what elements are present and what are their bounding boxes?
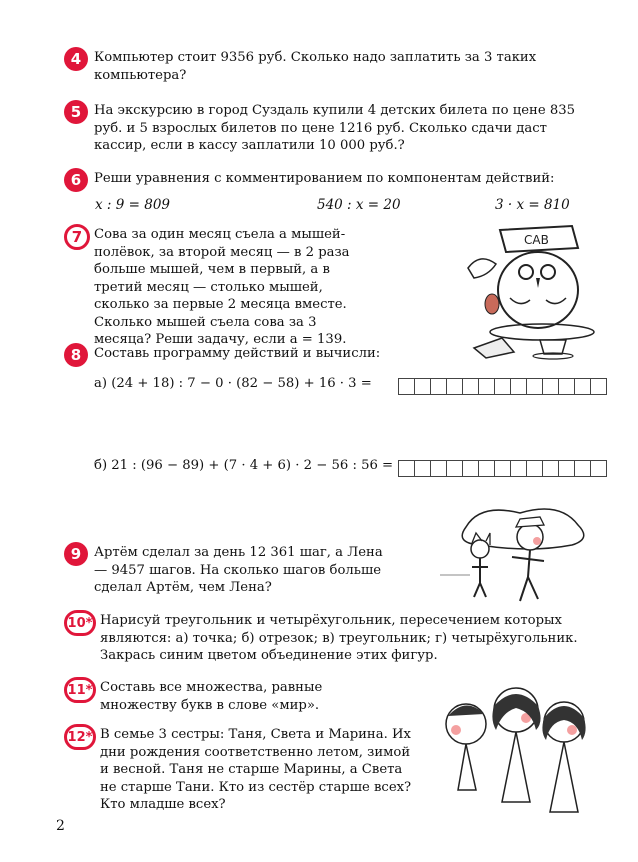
task-number-badge: 12*: [64, 724, 96, 750]
task-number-badge: 4: [64, 47, 88, 71]
task-text: Составь все множества, равные множеству букв в слове «мир».: [100, 680, 323, 713]
svg-text:САВ: САВ: [524, 233, 549, 247]
equation-3: 3 · x = 810: [495, 197, 570, 213]
task-number-badge: 5: [64, 100, 88, 124]
task-text: Компьютер стоит 9356 руб. Сколько надо заплатить за 3 таких компьютера?: [94, 50, 537, 83]
task-number-badge: 6: [64, 168, 88, 192]
task-text: Артём сделал за день 12 361 шаг, а Лена — 9457 шагов. На сколько шагов больше сделал Артём, чем Лена?: [94, 545, 383, 595]
task-number-badge: 9: [64, 542, 88, 566]
task-number-badge: 11*: [64, 677, 96, 703]
expression-a: а) (24 + 18) : 7 − 0 · (82 − 58) + 16 · 3 =: [94, 376, 372, 391]
task-number-badge: 10*: [64, 610, 96, 636]
children-walking-illustration: [440, 505, 590, 605]
book-and-cup-icon: [470, 330, 580, 360]
task-number-badge: 8: [64, 343, 88, 367]
answer-grid-a[interactable]: [399, 378, 607, 395]
equation-2: 540 : x = 20: [317, 197, 401, 213]
task-text: Нарисуй треугольник и четырёхугольник, пересечением которых являются: а) точка; б) отрезок; в) треугольник; г) четырёхугольник. Закрась синим цветом объединение этих фигур.: [100, 613, 578, 663]
page-number: 2: [56, 818, 65, 834]
task-text: В семье 3 сестры: Таня, Света и Марина. Их дни рождения соответственно летом, зимой и весной. Таня не старше Марины, а Света не старше Тани. Кто из сестёр старше всех? Кто младше всех?: [100, 727, 412, 812]
expression-b: б) 21 : (96 − 89) + (7 · 4 + 6) · 2 − 56 : 56 =: [94, 458, 394, 473]
equation-1: x : 9 = 809: [95, 197, 170, 213]
task-number-badge: 7: [64, 224, 90, 250]
three-sisters-illustration: [432, 682, 592, 822]
answer-grid-b[interactable]: [399, 460, 607, 477]
task-text: Реши уравнения с комментированием по компонентам действий:: [94, 171, 555, 186]
task-text: Сова за один месяц съела a мышей-полёвок, за второй месяц — в 2 раза больше мышей, чем в первый, а в третий месяц — столько мышей, сколько за первые 2 месяца вместе. Сколько мышей съела сова за 3 месяца? Реши задачу, если a = 139.: [94, 227, 350, 347]
task-text: На экскурсию в город Суздаль купили 4 детских билета по цене 835 руб. и 5 взрослых билетов по цене 1216 руб. Сколько сдачи даст кассир, если в кассу заплатили 10 000 руб.?: [94, 103, 576, 153]
task-text: Составь программу действий и вычисли:: [94, 346, 381, 361]
